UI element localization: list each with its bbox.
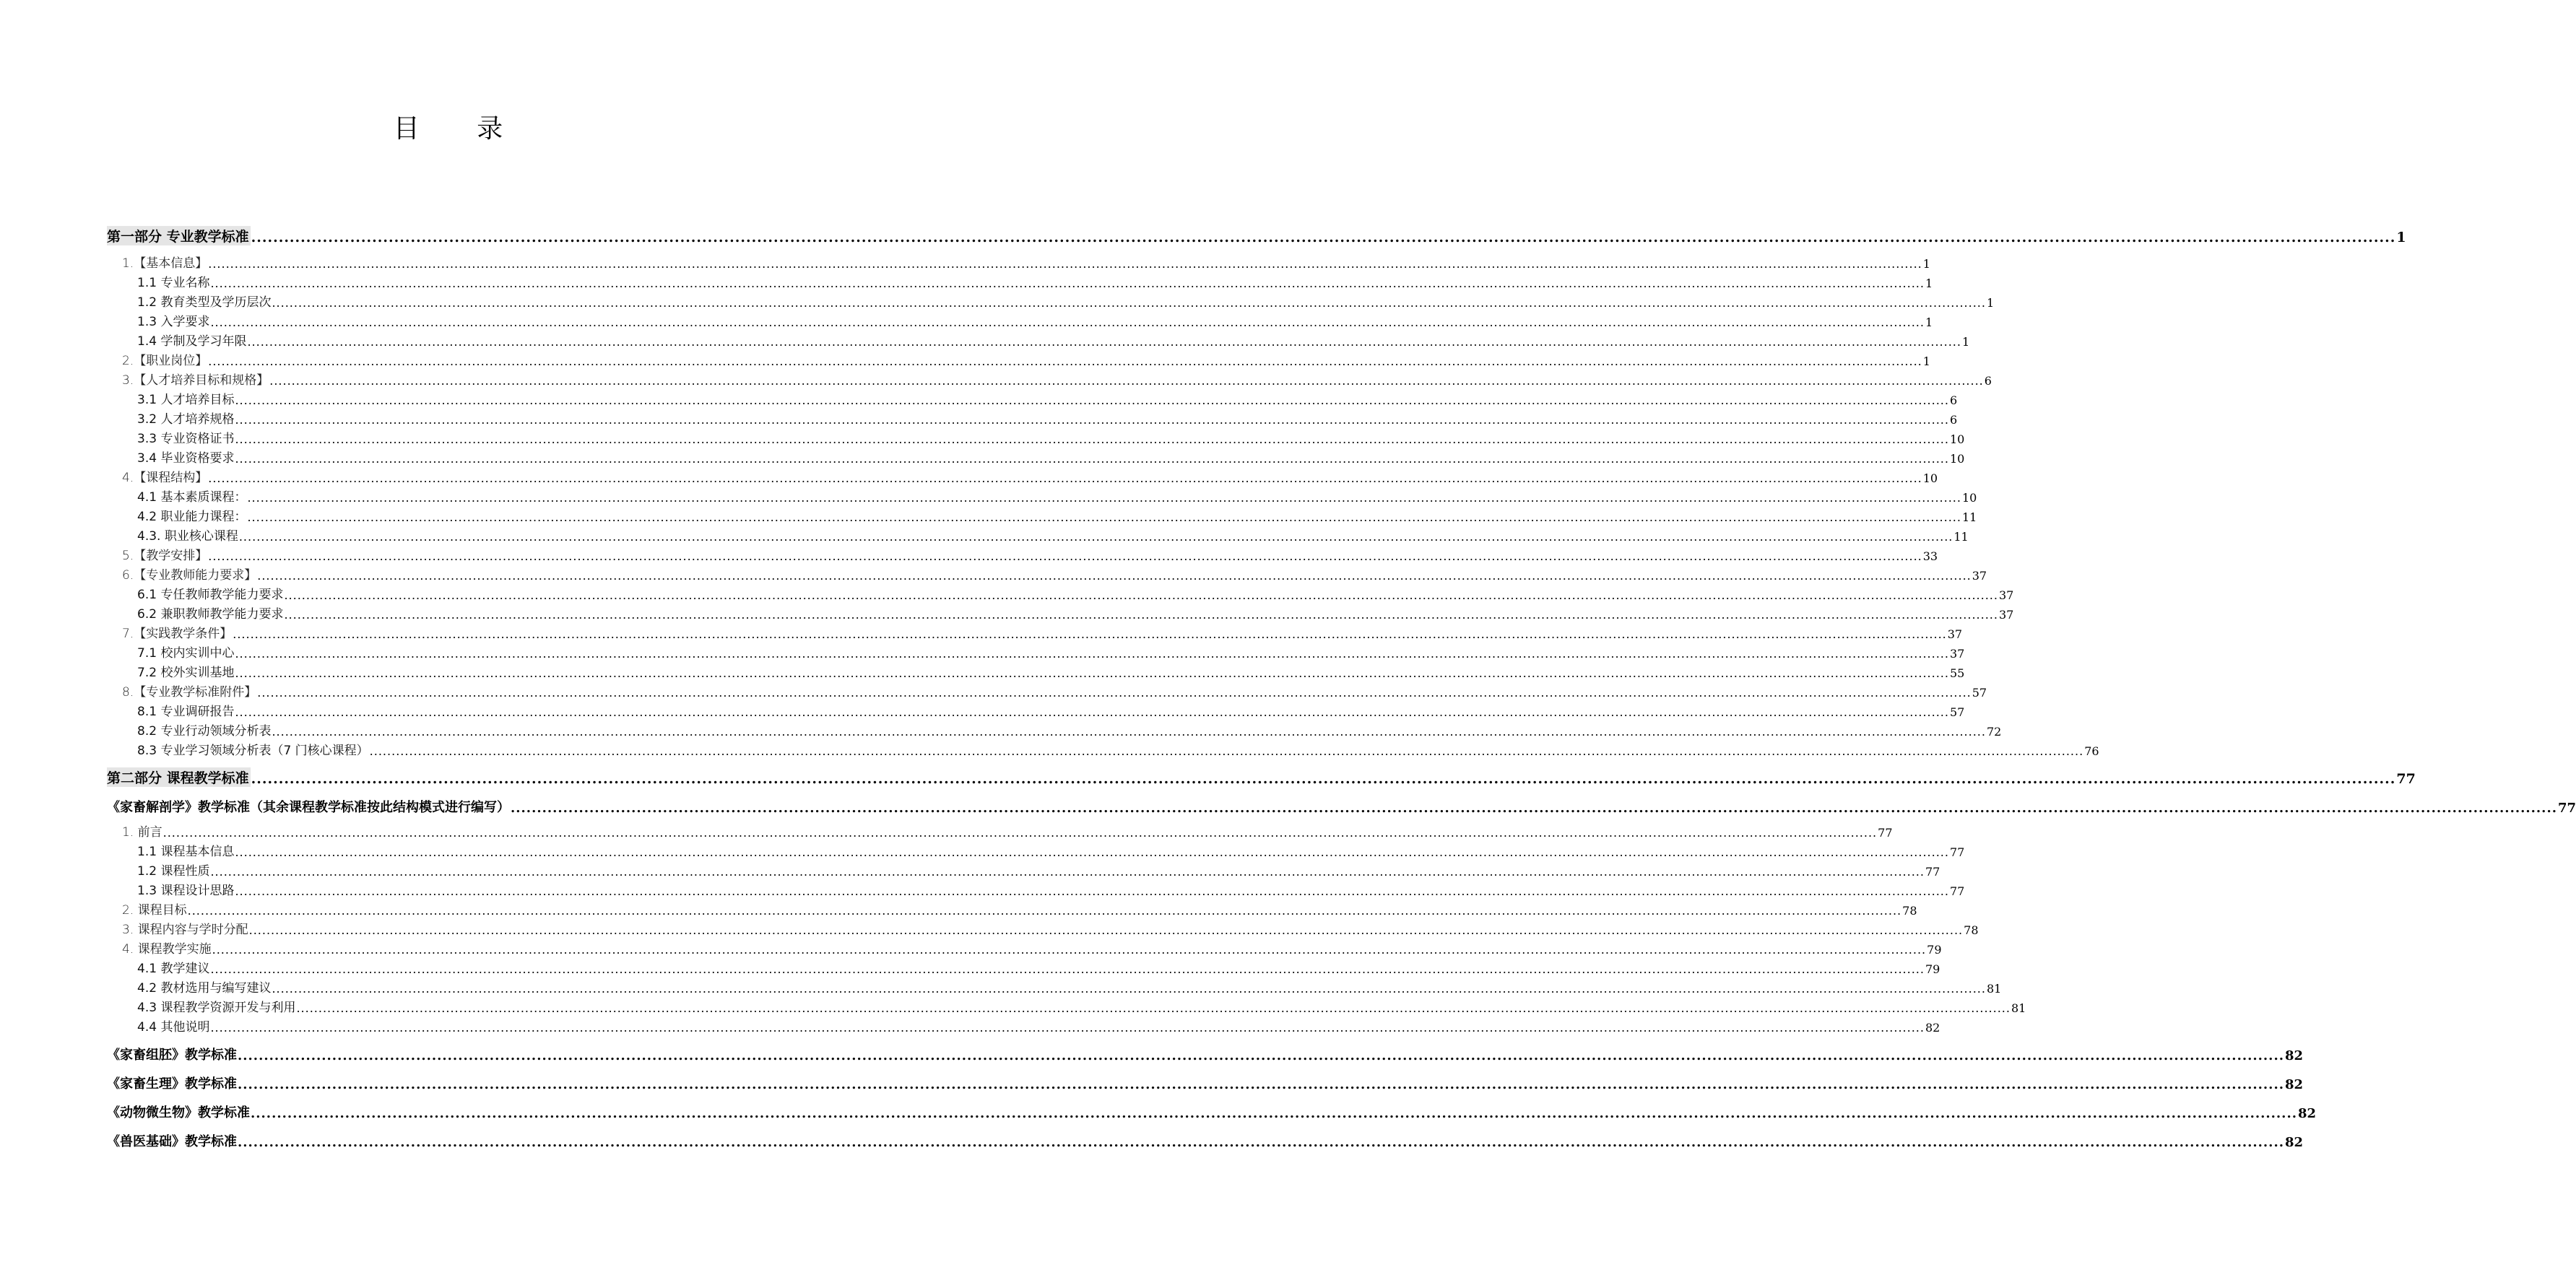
dot-leader: ...................................................................................................................................................................................................................................................................................................................................................................................................... — [257, 686, 1972, 700]
toc-page-number: 10 — [1961, 491, 1977, 505]
toc-part-2[interactable] — [107, 762, 2416, 787]
toc-entry-label: 3. 课程内容与学时分配 — [122, 923, 248, 937]
dot-leader: ...................................................................................................................................................................................................................................................................................................................................................................................................... — [210, 277, 1925, 290]
toc-page-number: 81 — [2011, 1001, 2026, 1015]
toc-page-number: 37 — [1998, 608, 2014, 622]
dot-leader: ...................................................................................................................................................................................................................................................................................................................................................................................................... — [208, 471, 1922, 485]
dot-leader: ...................................................................................................................................................................................................................................................................................................................................................................................................... — [238, 1048, 2284, 1063]
toc-entry[interactable] — [107, 524, 1969, 544]
toc-entry-label: 4.1 基本素质课程： — [137, 490, 247, 505]
dot-leader: ...................................................................................................................................................................................................................................................................................................................................................................................................... — [251, 230, 2396, 245]
toc-entry[interactable] — [107, 641, 1965, 661]
toc-entry-label: 6.1 专任教师教学能力要求 — [137, 588, 284, 602]
toc-entry[interactable] — [107, 271, 1933, 290]
toc-part-label: 第二部分 课程教学标准 — [107, 767, 251, 787]
dot-leader: ...................................................................................................................................................................................................................................................................................................................................................................................................... — [235, 452, 1949, 466]
toc-entry[interactable] — [107, 661, 1965, 680]
dot-leader: ...................................................................................................................................................................................................................................................................................................................................................................................................... — [210, 1021, 1925, 1035]
toc-page-number: 78 — [1964, 923, 1979, 937]
dot-leader: ...................................................................................................................................................................................................................................................................................................................................................................................................... — [233, 627, 1947, 641]
toc-entry[interactable] — [107, 700, 1965, 719]
toc-entry[interactable] — [107, 583, 2014, 602]
toc-page-number: 77 — [1949, 845, 1965, 859]
toc-entry-label: 4.3 课程教学资源开发与利用 — [137, 1001, 296, 1015]
toc-page-number: 77 — [2396, 771, 2416, 787]
toc-entry-label: 《家畜组胚》教学标准 — [107, 1048, 237, 1063]
toc-entry-label: 6.【专业教师能力要求】 — [122, 568, 257, 583]
toc-entry-label: 4.2 职业能力课程： — [137, 510, 247, 524]
toc-page-number: 1 — [1986, 296, 1995, 310]
toc-entry-label: 3.【人才培养目标和规格】 — [122, 373, 269, 388]
toc-page-number: 6 — [1949, 413, 1958, 427]
toc-entry[interactable] — [107, 368, 1992, 388]
toc-entry[interactable] — [107, 739, 2099, 758]
toc-entry[interactable] — [107, 879, 1965, 898]
dot-leader: ...................................................................................................................................................................................................................................................................................................................................................................................................... — [238, 1077, 2284, 1092]
dot-leader: ...................................................................................................................................................................................................................................................................................................................................................................................................... — [235, 705, 1949, 719]
toc-entry-label: 8.1 专业调研报告 — [137, 705, 235, 719]
toc-page-number: 37 — [1947, 627, 1963, 641]
toc-page-number: 72 — [1986, 725, 2002, 739]
toc-page-number: 1 — [2396, 230, 2406, 245]
toc-entry-label: 4.【课程结构】 — [122, 471, 208, 485]
toc-entry[interactable] — [107, 563, 1987, 583]
toc-entry[interactable] — [107, 505, 1977, 524]
toc-course-entry[interactable] — [107, 1035, 2304, 1063]
dot-leader: ...................................................................................................................................................................................................................................................................................................................................................................................................... — [251, 1106, 2297, 1121]
toc-entry-label: 1.2 教育类型及学历层次 — [137, 295, 272, 310]
toc-entry-label: 1.1 专业名称 — [137, 276, 210, 290]
toc-entry[interactable] — [107, 466, 1938, 485]
toc-entry-label: 2. 课程目标 — [122, 903, 187, 918]
toc-entry-label: 7.【实践教学条件】 — [122, 627, 233, 641]
dot-leader: ...................................................................................................................................................................................................................................................................................................................................................................................................... — [235, 647, 1949, 661]
toc-entry-label: 1. 前言 — [122, 825, 162, 840]
toc-part-1[interactable] — [107, 221, 2406, 245]
toc-entry[interactable] — [107, 544, 1938, 563]
toc-part-label: 第一部分 专业教学标准 — [107, 226, 251, 245]
toc-entry-label: 3.3 专业资格证书 — [137, 432, 235, 446]
toc-page-number: 1 — [1922, 257, 1930, 271]
toc-entry[interactable] — [107, 898, 1917, 918]
toc-page-number: 81 — [1986, 982, 2002, 996]
toc-entry[interactable] — [107, 407, 1958, 427]
course1-entries — [107, 820, 2026, 1035]
toc-entry[interactable] — [107, 918, 1979, 937]
toc-entry[interactable] — [107, 976, 2002, 996]
toc-entry-label: 8.2 专业行动领域分析表 — [137, 724, 272, 739]
toc-entry[interactable] — [107, 310, 1933, 329]
dot-leader: ...................................................................................................................................................................................................................................................................................................................................................................................................... — [251, 771, 2396, 787]
toc-page-number: 37 — [1998, 588, 2014, 602]
part1-entries — [107, 251, 2099, 758]
dot-leader: ...................................................................................................................................................................................................................................................................................................................................................................................................... — [212, 943, 1927, 957]
toc-page-number: 1 — [1925, 277, 1933, 290]
dot-leader: ...................................................................................................................................................................................................................................................................................................................................................................................................... — [238, 530, 1953, 544]
dot-leader: ...................................................................................................................................................................................................................................................................................................................................................................................................... — [235, 432, 1949, 446]
toc-entry-label: 1.3 课程设计思路 — [137, 884, 235, 898]
dot-leader: ...................................................................................................................................................................................................................................................................................................................................................................................................... — [238, 1135, 2284, 1150]
dot-leader: ...................................................................................................................................................................................................................................................................................................................................................................................................... — [284, 588, 1998, 602]
dot-leader: ...................................................................................................................................................................................................................................................................................................................................................................................................... — [210, 962, 1925, 976]
toc-page-number: 1 — [1925, 315, 1933, 329]
toc-entry[interactable] — [107, 602, 2014, 622]
toc-page-number: 6 — [1984, 374, 1992, 388]
toc-entry-label: 4.4 其他说明 — [137, 1020, 210, 1035]
toc-page-number: 82 — [2284, 1048, 2304, 1063]
toc-page-number: 77 — [1925, 865, 1940, 879]
dot-leader: ...................................................................................................................................................................................................................................................................................................................................................................................................... — [269, 374, 1984, 388]
toc-entry[interactable] — [107, 996, 2026, 1015]
toc-page-number: 55 — [1949, 666, 1965, 680]
toc-page-number: 57 — [1949, 705, 1965, 719]
page-title: 目 录 — [393, 114, 528, 144]
toc-entry-label: 1.1 课程基本信息 — [137, 845, 235, 859]
toc-entry[interactable] — [107, 820, 1893, 840]
toc-entry[interactable] — [107, 680, 1987, 700]
toc-page-number: 78 — [1902, 904, 1917, 918]
dot-leader: ...................................................................................................................................................................................................................................................................................................................................................................................................... — [257, 569, 1972, 583]
toc-entry-label: 4. 课程教学实施 — [122, 942, 212, 957]
toc-page-number: 11 — [1961, 510, 1977, 524]
toc-course-entry[interactable] — [107, 1121, 2304, 1150]
dot-leader: ...................................................................................................................................................................................................................................................................................................................................................................................................... — [284, 608, 1998, 622]
toc-page-number: 82 — [2284, 1077, 2304, 1092]
dot-leader: ...................................................................................................................................................................................................................................................................................................................................................................................................... — [248, 923, 1964, 937]
toc-entry[interactable] — [107, 485, 1977, 505]
toc-page-number: 77 — [1949, 884, 1965, 898]
toc-entry-label: 3.1 人才培养目标 — [137, 393, 235, 407]
toc-entry-label: 7.2 校外实训基地 — [137, 666, 235, 680]
toc-page-number: 82 — [1925, 1021, 1940, 1035]
toc-entry-label: 4.3. 职业核心课程 — [137, 529, 238, 544]
toc-entry[interactable] — [107, 446, 1965, 466]
dot-leader: ...................................................................................................................................................................................................................................................................................................................................................................................................... — [208, 549, 1922, 563]
toc-page-number: 10 — [1949, 432, 1965, 446]
toc-entry[interactable] — [107, 329, 1970, 349]
toc-entry-label: 1.3 入学要求 — [137, 315, 210, 329]
toc-entry-label: 《兽医基础》教学标准 — [107, 1134, 237, 1149]
toc-entry-label: 《动物微生物》教学标准 — [107, 1105, 250, 1120]
dot-leader: ...................................................................................................................................................................................................................................................................................................................................................................................................... — [247, 510, 1961, 524]
dot-leader: ...................................................................................................................................................................................................................................................................................................................................................................................................... — [235, 393, 1949, 407]
dot-leader: ...................................................................................................................................................................................................................................................................................................................................................................................................... — [272, 982, 1986, 996]
toc-entry[interactable] — [107, 622, 1963, 641]
toc-entry[interactable] — [107, 859, 1940, 879]
toc-entry-label: 4.2 教材选用与编写建议 — [137, 981, 272, 996]
toc-page-number: 37 — [1972, 569, 1987, 583]
toc-entry[interactable] — [107, 937, 1942, 957]
dot-leader: ...................................................................................................................................................................................................................................................................................................................................................................................................... — [235, 666, 1949, 680]
toc-page-number: 82 — [2297, 1106, 2317, 1121]
toc-entry[interactable] — [107, 251, 1930, 271]
toc-entry[interactable] — [107, 1015, 1940, 1035]
toc-entry-label: 《家畜生理》教学标准 — [107, 1076, 237, 1092]
toc-entry[interactable] — [107, 719, 2002, 739]
toc-entry-label: 4.1 教学建议 — [137, 962, 210, 976]
toc-page-number: 57 — [1972, 686, 1987, 700]
dot-leader: ...................................................................................................................................................................................................................................................................................................................................................................................................... — [235, 845, 1949, 859]
toc-entry-label: 8.【专业教学标准附件】 — [122, 685, 257, 700]
toc-page-number: 76 — [2084, 744, 2099, 758]
toc-entry-label: 6.2 兼职教师教学能力要求 — [137, 607, 284, 622]
dot-leader: ...................................................................................................................................................................................................................................................................................................................................................................................................... — [208, 354, 1922, 368]
toc-page-number: 11 — [1953, 530, 1969, 544]
dot-leader: ...................................................................................................................................................................................................................................................................................................................................................................................................... — [369, 744, 2084, 758]
dot-leader: ...................................................................................................................................................................................................................................................................................................................................................................................................... — [296, 1001, 2011, 1015]
toc-page-number: 6 — [1949, 393, 1958, 407]
dot-leader: ...................................................................................................................................................................................................................................................................................................................................................................................................... — [247, 335, 1961, 349]
dot-leader: ...................................................................................................................................................................................................................................................................................................................................................................................................... — [162, 826, 1878, 840]
toc-course-anatomy[interactable] — [107, 787, 2576, 816]
toc-entry[interactable] — [107, 349, 1930, 368]
toc-entry-label: 1.2 课程性质 — [137, 864, 210, 879]
dot-leader: ...................................................................................................................................................................................................................................................................................................................................................................................................... — [511, 801, 2557, 816]
toc-entry-label: 5.【教学安排】 — [122, 549, 208, 563]
toc-entry[interactable] — [107, 388, 1958, 407]
toc-page-number: 1 — [1961, 335, 1970, 349]
dot-leader: ...................................................................................................................................................................................................................................................................................................................................................................................................... — [210, 865, 1925, 879]
dot-leader: ...................................................................................................................................................................................................................................................................................................................................................................................................... — [247, 491, 1961, 505]
toc-page-number: 10 — [1949, 452, 1965, 466]
toc-page-number: 1 — [1922, 354, 1930, 368]
toc-page-number: 77 — [1878, 826, 1893, 840]
toc-page-number: 37 — [1949, 647, 1965, 661]
toc-course-entry[interactable] — [107, 1063, 2304, 1092]
toc-entry-label: 1.【基本信息】 — [122, 256, 208, 271]
dot-leader: ...................................................................................................................................................................................................................................................................................................................................................................................................... — [272, 296, 1986, 310]
toc-entry[interactable] — [107, 427, 1965, 446]
toc-entry-label: 3.4 毕业资格要求 — [137, 451, 235, 466]
dot-leader: ...................................................................................................................................................................................................................................................................................................................................................................................................... — [208, 257, 1922, 271]
toc-entry-label: 2.【职业岗位】 — [122, 354, 208, 368]
toc-page-number: 79 — [1925, 962, 1940, 976]
toc-entry[interactable] — [107, 957, 1940, 976]
toc-course-label: 《家畜解剖学》教学标准（其余课程教学标准按此结构模式进行编写） — [107, 800, 510, 815]
toc-page-number: 82 — [2284, 1135, 2304, 1150]
toc-page-number: 77 — [2557, 801, 2576, 816]
dot-leader: ...................................................................................................................................................................................................................................................................................................................................................................................................... — [235, 413, 1949, 427]
dot-leader: ...................................................................................................................................................................................................................................................................................................................................................................................................... — [272, 725, 1986, 739]
toc-page-number: 33 — [1922, 549, 1938, 563]
toc-entry-label: 7.1 校内实训中心 — [137, 646, 235, 661]
toc-entry-label: 3.2 人才培养规格 — [137, 412, 235, 427]
dot-leader: ...................................................................................................................................................................................................................................................................................................................................................................................................... — [210, 315, 1925, 329]
other-course-entries — [107, 1035, 2317, 1150]
toc-entry[interactable] — [107, 840, 1965, 859]
toc-entry[interactable] — [107, 290, 1995, 310]
dot-leader: ...................................................................................................................................................................................................................................................................................................................................................................................................... — [187, 904, 1902, 918]
toc-entry-label: 1.4 学制及学习年限 — [137, 334, 247, 349]
toc-page-number: 10 — [1922, 471, 1938, 485]
table-of-contents — [107, 221, 2576, 1150]
toc-entry-label: 8.3 专业学习领域分析表（7 门核心课程） — [137, 744, 369, 758]
toc-course-entry[interactable] — [107, 1092, 2317, 1121]
toc-page-number: 79 — [1927, 943, 1942, 957]
dot-leader: ...................................................................................................................................................................................................................................................................................................................................................................................................... — [235, 884, 1949, 898]
